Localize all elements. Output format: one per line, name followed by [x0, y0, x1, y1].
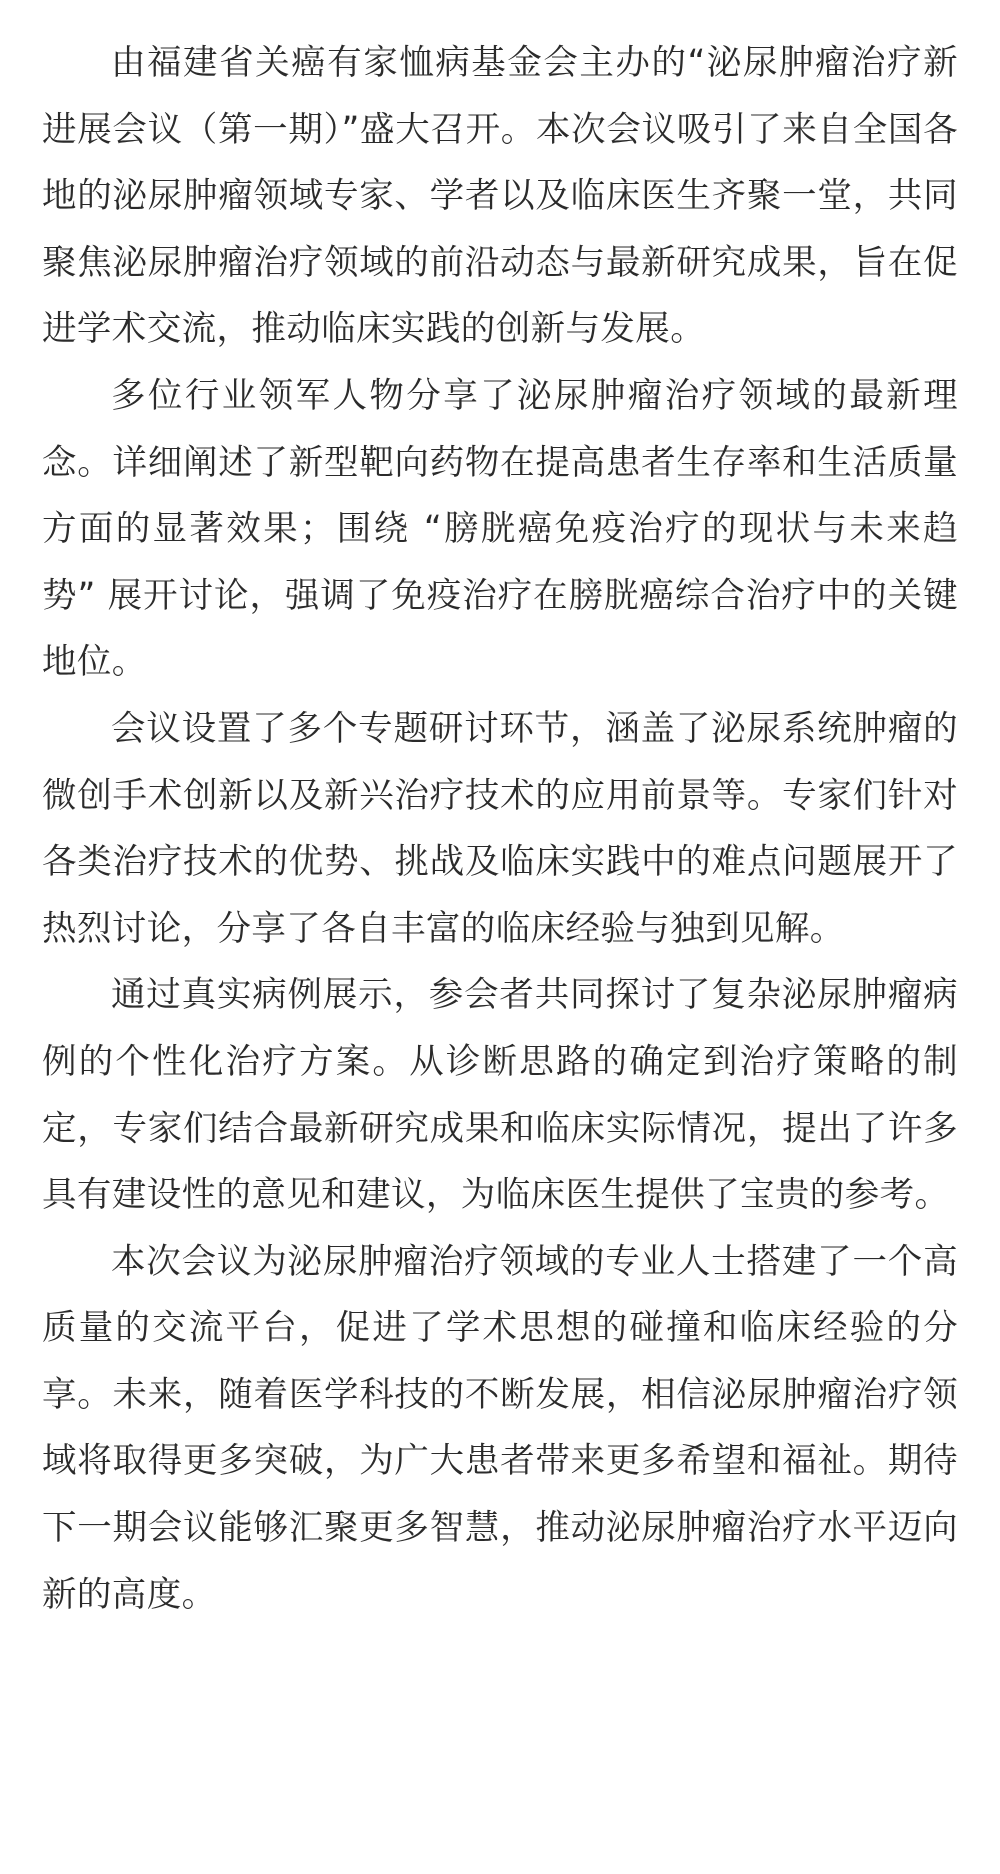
paragraph-expert-sharing: 多位行业领军人物分享了泌尿肿瘤治疗领域的最新理念。详细阐述了新型靶向药物在提高患者生存率和生活质量方面的显著效果；围绕 “膀胱癌免疫治疗的现状与未来趋势” 展开讨论，强调了免疫治疗在膀胱癌综合治疗中的关键地位。: [42, 375, 958, 683]
paragraph-seminars: 会议设置了多个专题研讨环节，涵盖了泌尿系统肿瘤的微创手术创新以及新兴治疗技术的应用前景等。专家们针对各类治疗技术的优势、挑战及临床实践中的难点问题展开了热烈讨论，分享了各自丰富的临床经验与独到见解。: [42, 708, 958, 949]
paragraph-conclusion: 本次会议为泌尿肿瘤治疗领域的专业人士搭建了一个高质量的交流平台，促进了学术思想的碰撞和临床经验的分享。未来，随着医学科技的不断发展，相信泌尿肿瘤治疗领域将取得更多突破，为广大患者带来更多希望和福祉。期待下一期会议能够汇聚更多智慧，推动泌尿肿瘤治疗水平迈向新的高度。: [42, 1241, 958, 1615]
paragraph-case-study: 通过真实病例展示，参会者共同探讨了复杂泌尿肿瘤病例的个性化治疗方案。从诊断思路的确定到治疗策略的制定，专家们结合最新研究成果和临床实际情况，提出了许多具有建设性的意见和建议，为临床医生提供了宝贵的参考。: [42, 975, 958, 1216]
paragraph-opening: 由福建省关癌有家恤病基金会主办的“泌尿肿瘤治疗新进展会议（第一期）”盛大召开。本次会议吸引了来自全国各地的泌尿肿瘤领域专家、学者以及临床医生齐聚一堂，共同聚焦泌尿肿瘤治疗领域的前沿动态与最新研究成果，旨在促进学术交流，推动临床实践的创新与发展。: [42, 43, 958, 350]
